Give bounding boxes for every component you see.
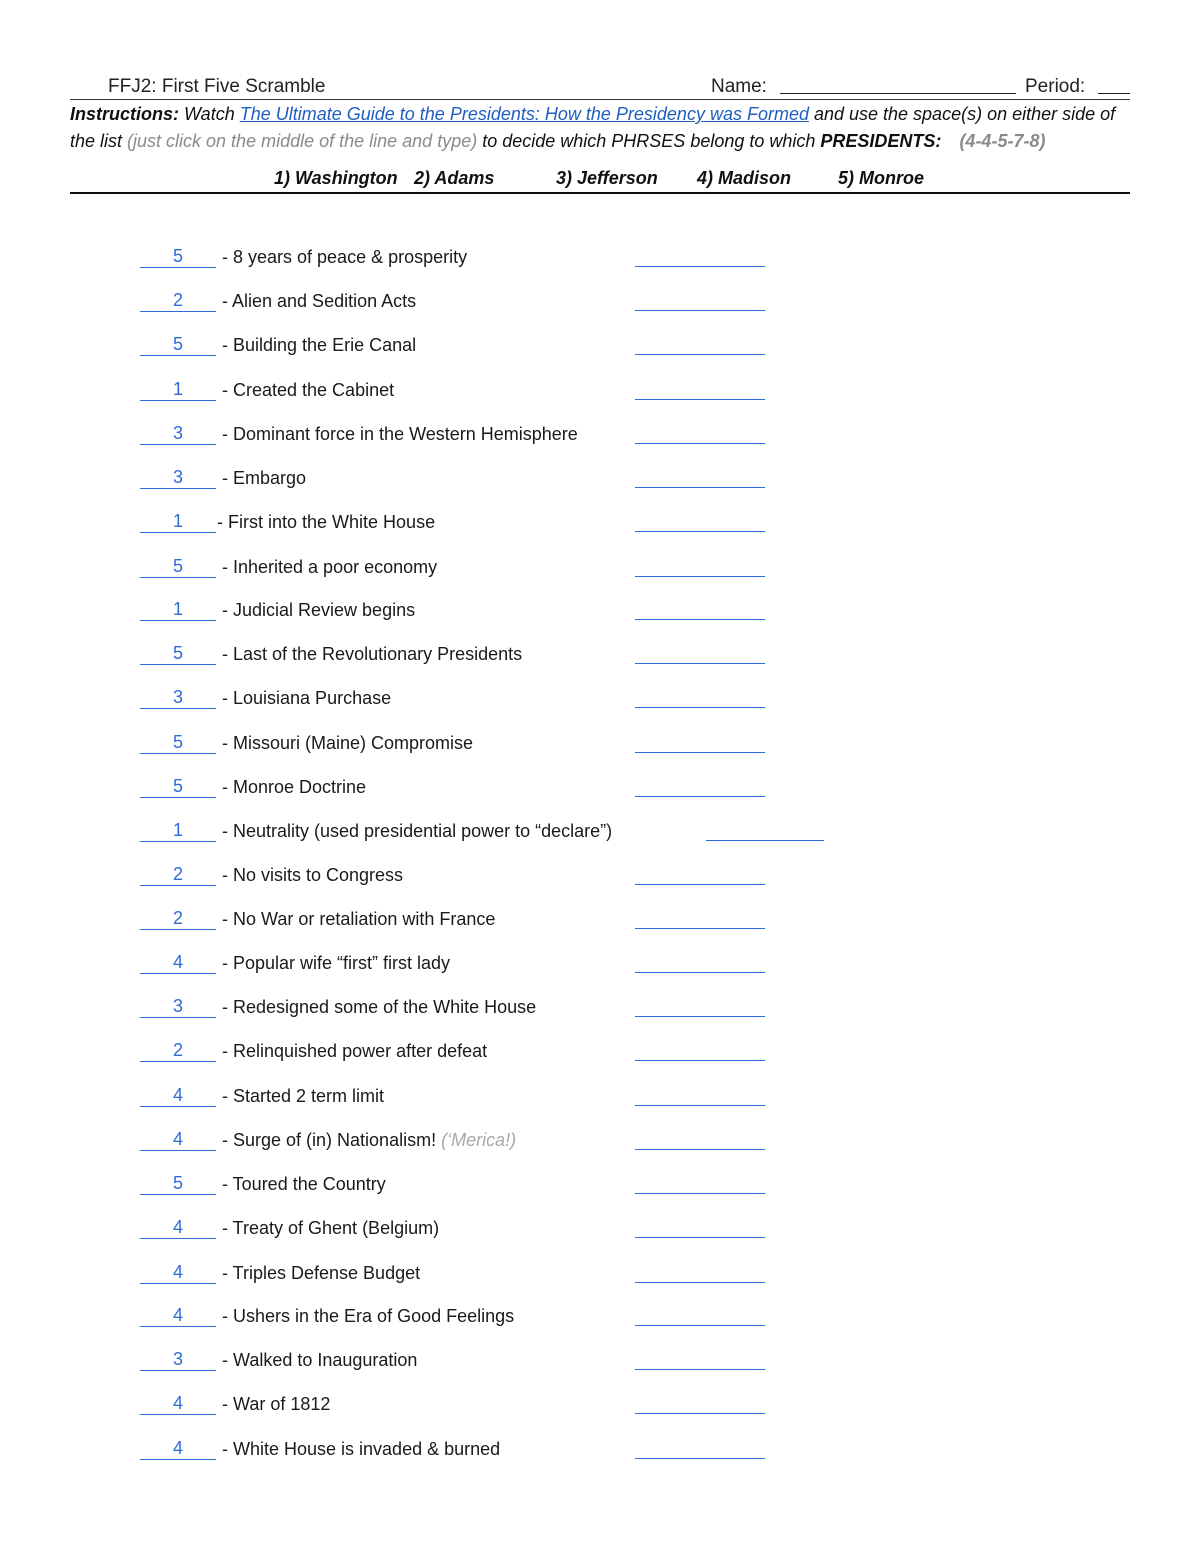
president-key-monroe: 5) Monroe (838, 168, 925, 188)
answer-field[interactable]: 5 (140, 775, 216, 798)
side-answer-field[interactable] (635, 399, 765, 400)
phrase-text: - Neutrality (used presidential power to “declare”) (222, 821, 613, 841)
phrase-text: - Treaty of Ghent (Belgium) (222, 1218, 440, 1238)
list-item (140, 686, 391, 712)
side-answer-field[interactable] (635, 576, 765, 577)
phrase-text: - War of 1812 (222, 1394, 331, 1414)
side-answer-field[interactable] (635, 1282, 765, 1283)
phrase-text: - Redesigned some of the White House (222, 997, 537, 1017)
answer-field[interactable]: 5 (140, 1172, 216, 1195)
side-answer-field[interactable] (635, 1237, 765, 1238)
answer-field[interactable]: 3 (140, 995, 216, 1018)
answer-field[interactable]: 4 (140, 1304, 216, 1327)
list-item (140, 907, 495, 933)
phrase-text: - Missouri (Maine) Compromise (222, 733, 474, 753)
answer-field[interactable]: 4 (140, 1216, 216, 1239)
list-item (140, 863, 403, 889)
phrase-text: - Popular wife “first” first lady (222, 953, 451, 973)
answer-field[interactable]: 1 (140, 378, 216, 401)
phrase-text: - Alien and Sedition Acts (222, 291, 417, 311)
phrase-text: - Toured the Country (222, 1174, 386, 1194)
list-item (140, 1172, 386, 1198)
side-answer-field[interactable] (635, 972, 765, 973)
answer-field[interactable]: 3 (140, 422, 216, 445)
video-link[interactable]: The Ultimate Guide to the Presidents: How the Presidency was Formed (239, 104, 809, 124)
document-title: FFJ2: First Five Scramble (108, 76, 326, 97)
phrase-text: - Surge of (in) Nationalism! (222, 1130, 437, 1150)
answer-field[interactable]: 3 (140, 1348, 216, 1371)
phrase-text: - No visits to Congress (222, 865, 404, 885)
side-answer-field[interactable] (635, 884, 765, 885)
list-item (140, 642, 522, 668)
answer-field[interactable]: 5 (140, 245, 216, 268)
answer-field[interactable]: 5 (140, 555, 216, 578)
phrase-text: - Inherited a poor economy (222, 557, 438, 577)
side-answer-field[interactable] (635, 266, 765, 267)
phrase-text: - Triples Defense Budget (222, 1263, 421, 1283)
list-item (140, 289, 416, 315)
instructions (70, 101, 1130, 155)
list-item (140, 1216, 439, 1242)
list-item (140, 819, 612, 845)
side-answer-field[interactable] (635, 1458, 765, 1459)
side-answer-field[interactable] (635, 310, 765, 311)
answer-field[interactable]: 2 (140, 863, 216, 886)
key-divider (70, 192, 1130, 194)
list-item (140, 378, 394, 404)
list-item (140, 1039, 487, 1065)
president-key-washington: 1) Washington (274, 168, 398, 188)
phrase-text: - Embargo (222, 468, 307, 488)
answer-field[interactable]: 3 (140, 686, 216, 709)
period-field[interactable] (1098, 93, 1130, 94)
side-answer-field[interactable] (635, 1325, 765, 1326)
list-item (140, 422, 578, 448)
list-item (140, 1348, 417, 1374)
side-answer-field[interactable] (635, 619, 765, 620)
president-key-madison: 4) Madison (697, 168, 792, 188)
list-item (140, 1437, 500, 1463)
side-answer-field[interactable] (635, 1369, 765, 1370)
side-answer-field[interactable] (635, 1193, 765, 1194)
phrase-text: - Walked to Inauguration (222, 1350, 418, 1370)
side-answer-field[interactable] (635, 1105, 765, 1106)
phrase-text: - Ushers in the Era of Good Feelings (222, 1306, 515, 1326)
list-item (140, 1392, 330, 1418)
answer-field[interactable]: 1 (140, 510, 216, 533)
list-item (140, 1304, 514, 1330)
phrase-aside: (‘Merica!) (441, 1130, 517, 1150)
instructions-hint: (just click on the middle of the line and type) (127, 131, 478, 151)
answer-field[interactable]: 3 (140, 466, 216, 489)
side-answer-field[interactable] (635, 443, 765, 444)
phrase-text: - Judicial Review begins (222, 600, 416, 620)
period-label: Period: (1025, 76, 1086, 97)
name-label: Name: (711, 76, 767, 97)
name-field[interactable] (780, 93, 1016, 94)
side-answer-field[interactable] (635, 1149, 765, 1150)
list-item (140, 333, 416, 359)
instructions-text-2: and use the space(s) on either side of the list (70, 104, 1116, 151)
list-item (140, 1128, 516, 1154)
answer-field[interactable]: 4 (140, 1392, 216, 1415)
side-answer-field[interactable] (635, 354, 765, 355)
answer-field[interactable]: 2 (140, 1039, 216, 1062)
answer-field[interactable]: 1 (140, 598, 216, 621)
phrase-text: - Monroe Doctrine (222, 777, 367, 797)
answer-field[interactable]: 1 (140, 819, 216, 842)
phrase-text: - Last of the Revolutionary Presidents (222, 644, 523, 664)
answer-field[interactable]: 2 (140, 289, 216, 312)
list-item (140, 1084, 384, 1110)
side-answer-field[interactable] (635, 796, 765, 797)
phrase-text: - White House is invaded & burned (222, 1439, 501, 1459)
phrase-text: - Started 2 term limit (222, 1086, 385, 1106)
side-answer-field[interactable] (635, 752, 765, 753)
side-answer-field[interactable] (635, 707, 765, 708)
list-item (140, 951, 450, 977)
list-item (140, 510, 435, 536)
header-divider (70, 99, 1130, 100)
side-answer-field[interactable] (706, 840, 824, 841)
list-item (140, 555, 437, 581)
phrase-text: - No War or retaliation with France (222, 909, 496, 929)
side-answer-field[interactable] (635, 487, 765, 488)
president-key-adams: 2) Adams (414, 168, 495, 188)
instructions-emphasis: PRESIDENTS: (820, 131, 942, 151)
answer-field[interactable]: 2 (140, 907, 216, 930)
list-item (140, 995, 536, 1021)
phrase-text: - Louisiana Purchase (222, 688, 392, 708)
list-item (140, 1261, 420, 1287)
answer-field[interactable]: 4 (140, 1128, 216, 1151)
side-answer-field[interactable] (635, 928, 765, 929)
president-key-jefferson: 3) Jefferson (556, 168, 658, 188)
list-item (140, 466, 306, 492)
phrase-text: - 8 years of peace & prosperity (222, 247, 468, 267)
answer-field[interactable]: 5 (140, 642, 216, 665)
side-answer-field[interactable] (635, 531, 765, 532)
answer-field[interactable]: 4 (140, 1084, 216, 1107)
side-answer-field[interactable] (635, 1413, 765, 1414)
list-item (140, 245, 467, 271)
phrase-text: - Relinquished power after defeat (222, 1041, 488, 1061)
instructions-text-3: to decide which PHRSES belong to which (477, 131, 821, 151)
answer-field[interactable]: 5 (140, 333, 216, 356)
page-header (70, 72, 1130, 102)
instructions-lead: Instructions: (70, 104, 180, 124)
instructions-text-1: Watch (179, 104, 240, 124)
phrase-text: - First into the White House (217, 512, 436, 532)
side-answer-field[interactable] (635, 1016, 765, 1017)
answer-field[interactable]: 4 (140, 951, 216, 974)
list-item (140, 731, 473, 757)
answer-field[interactable]: 5 (140, 731, 216, 754)
phrase-text: - Building the Erie Canal (222, 335, 417, 355)
phrase-text: - Dominant force in the Western Hemisphere (222, 424, 578, 444)
answer-counts: (4-4-5-7-8) (959, 131, 1046, 151)
answer-field[interactable]: 4 (140, 1437, 216, 1460)
list-item (140, 598, 415, 624)
phrase-text: - Created the Cabinet (222, 380, 395, 400)
answer-field[interactable]: 4 (140, 1261, 216, 1284)
list-item (140, 775, 366, 801)
side-answer-field[interactable] (635, 663, 765, 664)
side-answer-field[interactable] (635, 1060, 765, 1061)
